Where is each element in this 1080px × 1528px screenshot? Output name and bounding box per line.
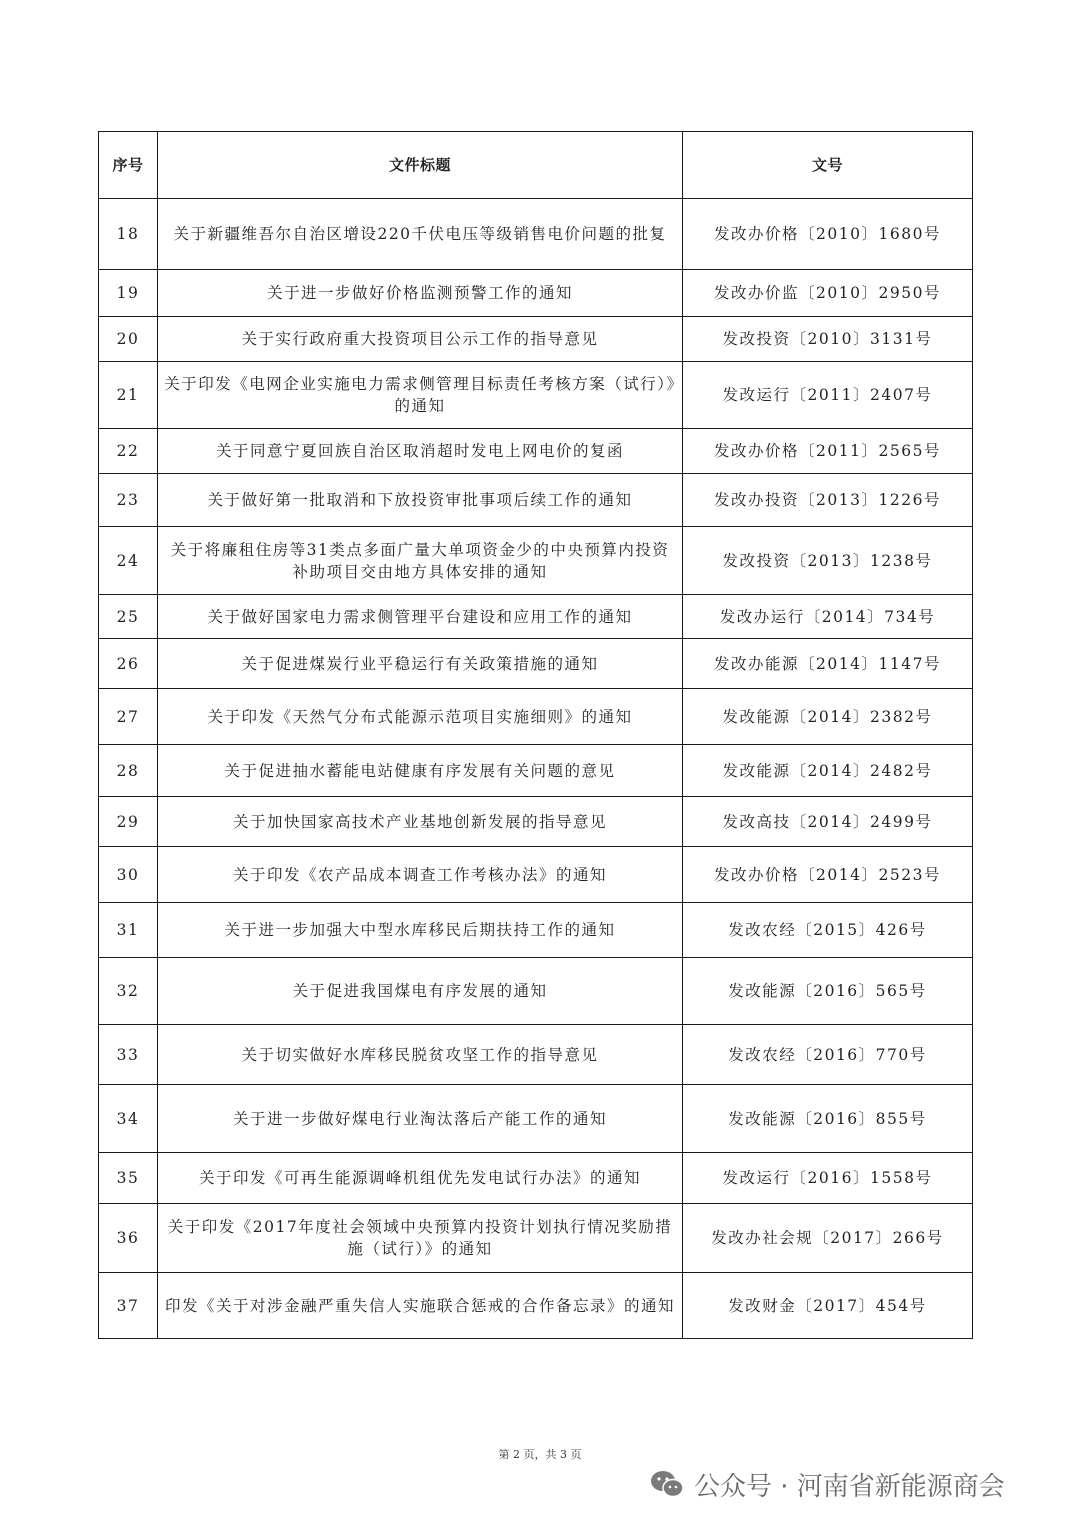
row-docno: 发改投资〔2010〕3131号 [683,317,973,362]
table-row [99,270,973,317]
table-row [99,429,973,474]
row-title: 关于印发《天然气分布式能源示范项目实施细则》的通知 [158,689,683,745]
row-seq: 32 [99,958,158,1025]
row-title: 关于同意宁夏回族自治区取消超时发电上网电价的复函 [158,429,683,474]
table-row [99,1025,973,1085]
wechat-icon [650,1469,684,1499]
row-seq: 37 [99,1273,158,1339]
row-docno: 发改办价格〔2011〕2565号 [683,429,973,474]
row-seq: 22 [99,429,158,474]
row-title: 关于做好国家电力需求侧管理平台建设和应用工作的通知 [158,595,683,639]
table-row [99,317,973,362]
row-docno: 发改办社会规〔2017〕266号 [683,1204,973,1273]
row-seq: 27 [99,689,158,745]
row-seq: 25 [99,595,158,639]
table-row [99,1204,973,1273]
row-docno: 发改投资〔2013〕1238号 [683,527,973,595]
table-row [99,745,973,797]
header-title: 文件标题 [158,132,683,199]
row-seq: 36 [99,1204,158,1273]
row-docno: 发改运行〔2011〕2407号 [683,362,973,429]
row-seq: 19 [99,270,158,317]
row-seq: 26 [99,639,158,689]
page-footer: 第 2 页，共 3 页 [498,1448,582,1461]
row-docno: 发改能源〔2014〕2482号 [683,745,973,797]
row-docno: 发改办运行〔2014〕734号 [683,595,973,639]
row-docno: 发改能源〔2016〕855号 [683,1085,973,1153]
table-header-row [99,132,973,199]
table-row [99,1273,973,1339]
header-docno: 文号 [683,132,973,199]
row-title: 关于促进抽水蓄能电站健康有序发展有关问题的意见 [158,745,683,797]
row-title: 关于新疆维吾尔自治区增设220千伏电压等级销售电价问题的批复 [158,199,683,270]
row-title: 印发《关于对涉金融严重失信人实施联合惩戒的合作备忘录》的通知 [158,1273,683,1339]
row-title: 关于加快国家高技术产业基地创新发展的指导意见 [158,797,683,847]
row-seq: 21 [99,362,158,429]
document-table [98,131,973,1339]
watermark-text: 公众号 · 河南省新能源商会 [694,1471,1005,1502]
row-seq: 28 [99,745,158,797]
row-title: 关于进一步加强大中型水库移民后期扶持工作的通知 [158,903,683,958]
row-seq: 29 [99,797,158,847]
row-seq: 18 [99,199,158,270]
row-docno: 发改能源〔2014〕2382号 [683,689,973,745]
row-docno: 发改农经〔2016〕770号 [683,1025,973,1085]
row-seq: 30 [99,847,158,903]
row-title: 关于印发《可再生能源调峰机组优先发电试行办法》的通知 [158,1153,683,1204]
table-row [99,527,973,595]
table-row [99,474,973,527]
row-docno: 发改办价监〔2010〕2950号 [683,270,973,317]
row-title: 关于印发《电网企业实施电力需求侧管理目标责任考核方案（试行）》的通知 [158,362,683,429]
row-docno: 发改农经〔2015〕426号 [683,903,973,958]
table-row [99,958,973,1025]
table-row [99,797,973,847]
watermark [650,1464,1005,1504]
row-title: 关于切实做好水库移民脱贫攻坚工作的指导意见 [158,1025,683,1085]
table-row [99,595,973,639]
row-seq: 31 [99,903,158,958]
row-seq: 23 [99,474,158,527]
row-docno: 发改办价格〔2010〕1680号 [683,199,973,270]
row-seq: 24 [99,527,158,595]
row-docno: 发改办投资〔2013〕1226号 [683,474,973,527]
table-row [99,199,973,270]
row-docno: 发改高技〔2014〕2499号 [683,797,973,847]
table-row [99,847,973,903]
table-row [99,362,973,429]
row-docno: 发改办能源〔2014〕1147号 [683,639,973,689]
row-title: 关于印发《2017年度社会领域中央预算内投资计划执行情况奖励措施（试行）》的通知 [158,1204,683,1273]
table-row [99,1085,973,1153]
row-title: 关于将廉租住房等31类点多面广量大单项资金少的中央预算内投资补助项目交由地方具体安排的通知 [158,527,683,595]
row-seq: 34 [99,1085,158,1153]
row-title: 关于做好第一批取消和下放投资审批事项后续工作的通知 [158,474,683,527]
row-seq: 33 [99,1025,158,1085]
row-title: 关于印发《农产品成本调查工作考核办法》的通知 [158,847,683,903]
table-row [99,639,973,689]
table-row [99,1153,973,1204]
row-title: 关于促进煤炭行业平稳运行有关政策措施的通知 [158,639,683,689]
row-docno: 发改运行〔2016〕1558号 [683,1153,973,1204]
row-title: 关于促进我国煤电有序发展的通知 [158,958,683,1025]
row-docno: 发改办价格〔2014〕2523号 [683,847,973,903]
row-seq: 35 [99,1153,158,1204]
row-seq: 20 [99,317,158,362]
row-title: 关于进一步做好煤电行业淘汰落后产能工作的通知 [158,1085,683,1153]
row-docno: 发改财金〔2017〕454号 [683,1273,973,1339]
header-seq: 序号 [99,132,158,199]
row-title: 关于进一步做好价格监测预警工作的通知 [158,270,683,317]
table-row [99,903,973,958]
row-docno: 发改能源〔2016〕565号 [683,958,973,1025]
table-row [99,689,973,745]
row-title: 关于实行政府重大投资项目公示工作的指导意见 [158,317,683,362]
